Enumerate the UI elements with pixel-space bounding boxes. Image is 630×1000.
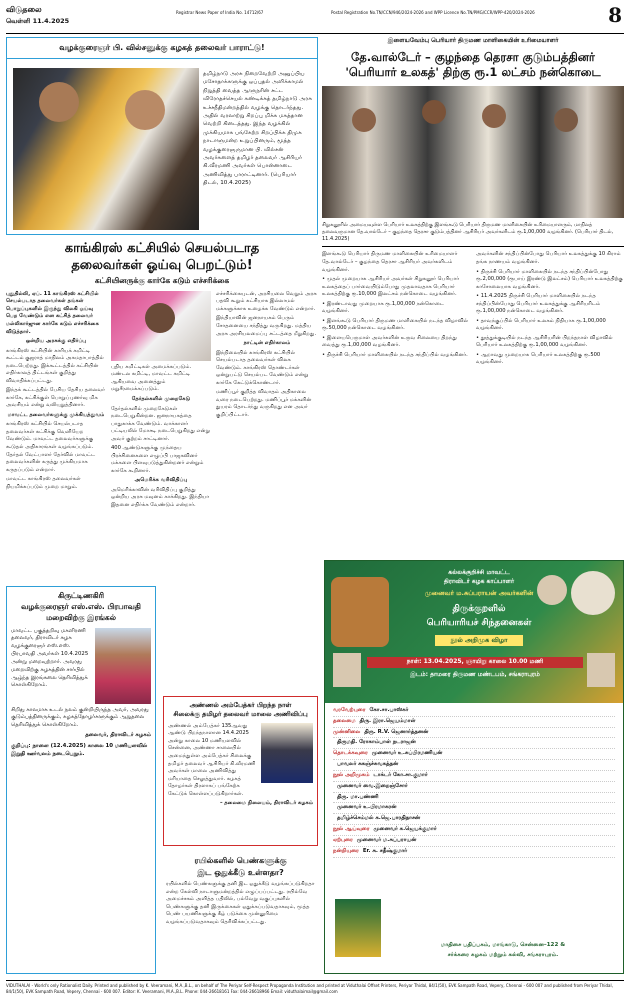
- speaker-row: [333, 825, 615, 836]
- speaker-name: முனைவர் உ.சுப்பிரமணியன்: [371, 750, 443, 757]
- congress-para: இந்தியாவின் ஜனநாயகம் பெரும் சோதனையை சந்தித்து வருகிறது. மத்திய அரசு அரசியலமைப்பு சட்டத்தை மீறுகிறது.: [216, 315, 317, 337]
- speaker-row: [333, 814, 615, 825]
- speaker-role: ஏற்புரை: [333, 836, 353, 843]
- speaker-row: [333, 728, 615, 739]
- congress-para: தேர்தல்களில் முறைகேடுகள் நடைபெறுகின்றன. ஜனநாயகத்தை பாதுகாக்க வேண்டும். வாக்காளர் பட்டியலில் மோசடி நடைபெறுகிறது என்று அவர் குற்றம் சாட்டினார்.: [111, 405, 210, 442]
- congress-lead: புதுதில்லி, ஏப். 11 காங்கிரஸ் கட்சியில் செயல்படாத தலைவர்கள் தங்கள் பொறுப்புகளில் இருந்து விலகி ஓய்வு பெற வேண்டும் என கட்சித் தலைவர் மல்லிகார்ஜுன கார்கே கடும் எச்சரிக்கை விடுத்தார்.: [6, 290, 99, 335]
- congress-headline-2: தலைவர்கள் ஓய்வு பெறட்டும்!: [71, 258, 253, 273]
- ambedkar-photo: [261, 723, 313, 783]
- railway-headline-1: ரயில்களில் பெண்களுக்கு: [194, 856, 287, 865]
- ambedkar-body: அண்ணல் அம்பேத்கர் 135ஆவது ஆண்டு பிறந்தநாளான 14.4.2025 அன்று காலை 10 மணியளவில் சென்னை, அண்ணா சாலையில் அமைந்துள்ள அம்பேத்கர் சிலைக்கு தமிழர் தலைவர் ஆசிரியர் கி.வீரமணி அவர்கள் மாலை அணிவித்து மரியாதை செலுத்துவார். கழகத் தோழர்கள் திரளாகப் பங்கேற்க கேட்டுக் கொள்ளப்படுகிறார்கள்.: [168, 722, 256, 797]
- speaker-role: முன்னிலை: [333, 728, 361, 735]
- ad-person: முனைவர் ம.சுப்பராயன் அவர்களின்: [424, 589, 534, 597]
- speaker-row: [333, 836, 615, 847]
- donation-para: • தூத்துக்குடியில் நடந்த ஆசிரியரின் பிறந்தநாள் விழாவில் பெரியார் உலகத்திற்கு ரூ.1,00,000 வழங்கினர்.: [476, 334, 613, 349]
- railway-story: [163, 852, 318, 974]
- condolence-body: மாவட்ட பகுத்தறிவு மகளிரணி தலைவர், திராவிடர் கழக வழக்குரைஞர் எஸ்.எஸ். பிரபாவதி அவர்கள் 10.4.2025 அன்று மறைவுற்றார். அவரது மறைவிற்கு கழகத்தின் சார்பில் ஆழ்ந்த இரங்கலை தெரிவித்துக் கொள்கிறோம்.: [11, 627, 89, 689]
- speaker-row: [333, 717, 615, 728]
- wilson-body: தமிழ்நாடு அரசு நிறைவேற்றி அனுப்பிய மசோதாக்களுக்கு ஒப்புதல் அளிக்காமல் நிறுத்தி வைத்த ஆளுநரின் சட்ட விரோதச்செயல் கண்டிக்கத் தமிழ்நாடு அரசு உச்சநீதிமன்றத்தில் வழக்கு தொடர்ந்தது. அதில் வரலாற்று சிறப்பு மிக்க மகத்தான வெற்றி கிடைத்தது. இந்த வழக்கில் முக்கியமாக பங்கேற்ற சிறப்பிக்க திமுக நாடாளுமன்ற உறுப்பினரும், மூத்த வழக்குரைஞருமான பி. வில்சன் அவர்களைத் தமிழர் தலைவர் ஆசிரியர் கி.வீரமணி அவர்கள் பொன்னாடை அணிவித்து பாராட்டினார். (பெரியார் திடல், 10.4.2025): [203, 71, 312, 187]
- donation-para: • திருச்சி பெரியார் மாளிகையில் நடந்த சந்திப்பில் வழங்கினர்.: [322, 351, 468, 358]
- congress-headline-1: காங்கிரஸ் கட்சியில் செயல்படாத: [64, 241, 260, 256]
- speaker-name: முனைவர் வை.இறைஞ்சோர்: [337, 782, 408, 789]
- speaker-name: டாக்டர் கோ.சா.குமார்: [373, 771, 428, 778]
- masthead: [6, 4, 624, 34]
- ad-event: நூல் அறிமுக விழா: [435, 635, 523, 646]
- speaker-row: [333, 738, 615, 749]
- congress-para: அமெரிக்காவின் வரிவிதிப்பு குறித்து ஒன்றிய அரசு மவுனம் காக்கிறது. இந்தியா இதனை எதிர்க்க வேண்டும் என்றார்.: [111, 486, 210, 508]
- speaker-name: கோ.சா.பாஸ்கர்: [369, 707, 409, 713]
- condolence-body-2: சிறிது காலமாக உடல் நலம் குன்றியிருந்த அவர், அவரது குடும்பத்தினருக்கும், கழகத்தோழர்களுக்கும் ஆறுதலை தெரிவித்துக் கொள்கிறோம்.: [11, 706, 149, 729]
- wilson-photo: [13, 68, 199, 230]
- donation-para: • தாவந்குப்பில் பெரியார் உலகம் நிதியாக ரூ.1,00,000 வழங்கினர்.: [476, 317, 606, 332]
- speaker-list: [333, 706, 615, 858]
- ad-date: நாள்: 13.04.2025, ஞாயிறு காலை 10.00 மணி: [367, 657, 583, 668]
- speaker-name: திரு. இரா.ஜெயம்மாள்: [359, 717, 416, 724]
- speaker-role: வரவேற்புரை: [333, 707, 366, 713]
- wilson-story: [6, 37, 318, 235]
- kharge-photo: [111, 291, 211, 361]
- prabavathi-photo: [95, 628, 151, 704]
- condolence-headline-1: கிருட்டிணகிரி: [57, 591, 105, 600]
- railway-headline-2: இட ஒதுக்கீடு உள்ளதா?: [197, 867, 284, 877]
- imprint-footer: VIDUTHALAI - World's only Rationalist Daily. Printed and published by K. Veeramani, M.A.,B.L., on behalf of The Periyar Self-Respect Propaganda Institution and printed at Viduthalai Offset Printers, Periyar Thidal, 84/1(50), EVK Sampath Road, Vepery, Chennai - 600 007 and published from Periyar Thidal, 84/1(50), EVK Sampath Road, Vepery, Chennai - 600 007. Editor: K. Veeramani, M.A.,B.L. Phone: 044-26618161 Fax: 044-26618966 Email: viduthalaimail@gmail.com: [6, 980, 624, 994]
- ad-org: கல்லக்குறிச்சி மாவட்ட: [448, 569, 510, 576]
- donation-kicker: இளையவேம்பு பெரியார் திருமண மாளிகையின் உரிமையாளர்: [387, 37, 559, 44]
- speaker-role: நூல் அறிமுகம்: [333, 771, 370, 778]
- speaker-row: [333, 782, 615, 793]
- donation-para: • இரண்டாவது முறையாக ரூ.1,00,000 நன்கொடை வழங்கினர்.: [322, 300, 445, 315]
- donation-para: • 11.4.2025 திருச்சி பெரியார் மாளிகையில் நடந்த சந்திப்பின்போது பெரியார் உலகத்துக்கு ஆசிரியரிடம் ரூ.1,00,000 நன்கொடை வழங்கினர்.: [476, 293, 601, 315]
- ad-org-2: திராவிடர் கழக காப்பாளர்: [443, 578, 515, 585]
- speaker-row: [333, 749, 615, 760]
- page-number: 8: [608, 3, 622, 27]
- donation-col-1: [322, 251, 470, 368]
- periyar-image: [571, 571, 615, 615]
- book-launch-ad: [324, 560, 624, 974]
- donation-photo: [322, 86, 624, 218]
- ad-banner: [325, 561, 623, 703]
- speaker-role: நூல் ஆய்வுரை: [333, 826, 370, 833]
- postal-registration: Postal Registration No.TN/CCN/946/2024-2026 and WPP Licence No.TN/PMG/CCR/WPP-420/2024-2026: [331, 10, 535, 15]
- speaker-name: முனைவர் க.ஜெயக்குமார்: [373, 826, 437, 833]
- congress-col-3: [216, 291, 318, 512]
- speaker-name: பாவலர் சுகஞ்ச்சுவகத்தன்: [337, 761, 399, 768]
- speaker-role: நன்றியுரை: [333, 847, 359, 854]
- congress-subhead: தேர்தல்களில் முறைகேடு: [131, 396, 191, 402]
- congress-col-1: [6, 291, 106, 512]
- congress-subtitle: கட்சியினருக்கு கார்கே கடும் எச்சரிக்கை: [94, 276, 230, 285]
- ad-book-title-1: திருக்குறளில்: [452, 604, 506, 614]
- speaker-name: திருமதி. ரோகாம்பாள் நடராஜன்: [337, 739, 416, 746]
- congress-subhead: அமெரிக்க வரிவிதிப்பு: [134, 477, 188, 484]
- ambedkar-sign: – தலைமை நிலையம், திராவிடர் கழகம்: [220, 800, 313, 807]
- congress-para: இந்தக் கூட்டத்தில் பேசிய தேசிய தலைவர் கார்கே, கட்சிக்குள் பொறுப்புணர்வு மிக அவசியம் என்று வலியுறுத்தினார்.: [6, 387, 105, 409]
- speaker-row: [333, 760, 615, 771]
- congress-para: மாவட்ட காங்கிரஸ் தலைவர்கள் நியமிக்கப்படும் முறை மாறும்.: [6, 476, 81, 490]
- thiruvalluvar-image: [331, 577, 389, 647]
- speaker-name: திரு. மா.பண்ணி: [337, 793, 379, 800]
- donation-para: • திருச்சி பெரியார் மாளிகையில் நடந்த சந்திப்பின்போது ரூ.2,00,000 (ரூபாய் இரண்டு இலட்சம்) பெரியார் உலகத்திற்கு காசோலையாக வழங்கினர்.: [476, 268, 623, 290]
- speaker-row: [333, 847, 615, 858]
- speaker-image: [333, 653, 361, 687]
- speaker-name: முனைவர் உ.பிரமாகரன்: [337, 804, 397, 811]
- book-cover: [335, 899, 381, 957]
- donation-para: • இளையபெருமாள் அவர்களின் உருவ சிலையை திறந்து வைத்து ரூ.1,00,000 வழங்கினர்.: [322, 334, 457, 349]
- speaker-row: [333, 803, 615, 814]
- speaker-role: தலைமை: [333, 717, 356, 724]
- speaker-name: முனைவர் ம.சுப்பராயன்: [356, 836, 417, 843]
- congress-subhead: ஒன்றிய அரசுக்கு எதிர்ப்பு: [25, 338, 87, 345]
- ad-footer-2: சர்க்கரை கழகம் மற்றும் கல்வி, சங்கராபுரம்.: [447, 952, 559, 958]
- registration-no: Registrar News Paper of India No. 14712/67: [176, 10, 264, 15]
- issue-date: வெள்ளி 11.4.2025: [6, 17, 70, 25]
- condolence-headline-3: மறைவிற்கு இரங்கல்: [46, 612, 116, 622]
- ad-speakers: [325, 703, 623, 861]
- donation-para: • முதல் முறையாக ஆசிரியர் அவர்கள் சிறுகனூர் பெரியார் உலகத்தைப் பார்வையிடும்போது முதலாவதாக பெரியார் உலகத்திற்கு ரூ.10,000 இலட்சம் நன்கொடை வழங்கினர்.: [322, 276, 460, 298]
- donation-para: • ஆறாவது முறையாக பெரியார் உலகத்திற்கு ரூ.500 வழங்கினர்.: [476, 351, 601, 366]
- congress-subhead: மாவட்ட தலைவர்களுக்கு முக்கியத்துவம்: [7, 411, 105, 418]
- railway-body: ரயில்களில் பெண்களுக்கு தனி இட ஒதுக்கீடு வழங்கப்படுகிறதா என்ற கேள்வி நாடாளுமன்றத்தில் எழுப்பப்பட்டது. ரயில்வே அமைச்சகம் அளித்த பதிலில், பல்வேறு வகுப்புகளில் பெண்களுக்கு தனி இருக்கைகள் ஒதுக்கப்படுவதாகவும், மூத்த பெண் பயணிகளுக்கு கீழ் படுக்கை முன்னுரிமை வழங்கப்படுவதாகவும் தெரிவிக்கப்பட்டது.: [166, 881, 315, 925]
- speaker-row: [333, 793, 615, 804]
- condolence-note: குறிப்பு: நாளை (12.4.2025) காலை 10 மணியளவில் இறுதி ஊர்வலம் நடைபெறும்.: [11, 742, 148, 757]
- wilson-headline: வழக்குரைஞர் பி. வில்சனுக்கு கழகத் தலைவர் பாராட்டு!: [7, 38, 317, 59]
- congress-story: [6, 240, 318, 580]
- donation-col-2: [476, 251, 624, 368]
- ad-footer-1: மாதிசை பதிப்பகம், மாங்காடு, சென்னை–122 &: [440, 942, 566, 948]
- condolence-headline-2: வழக்குரைஞர் எஸ்.எஸ். பிரபாவதி: [21, 601, 141, 611]
- congress-para: காங்கிரஸ் கட்சியின் காரியக் கமிட்டி கூட்டம் குஜராத் மாநிலம் அகமதாபாத்தில் நடைபெற்றது. இக்கூட்டத்தில் கட்சியின் எதிர்காலத் திட்டங்கள் குறித்து விவாதிக்கப்பட்டது.: [6, 347, 104, 384]
- speaker-name: தமிழ்ச்செம்மல் க.ஜெ.பாரதிதாசன்: [337, 815, 421, 822]
- speaker-image: [587, 653, 615, 687]
- donation-para: • இளங்கூடு பெரியார் திருமண மாளிகையில் நடந்த விழாவில் ரூ.50,000 நன்கொடை வழங்கினர்.: [322, 317, 469, 332]
- ambedkar-story: [163, 696, 318, 846]
- donation-story: [322, 37, 624, 545]
- ambedkar-headline-2: சிலைக்கு தமிழர் தலைவர் மாலை அணிவிப்பு: [173, 710, 308, 719]
- speaker-row: [333, 706, 615, 717]
- congress-col-2: [111, 291, 211, 512]
- condolence-sign: தலைவர், திராவிடர் கழகம்: [85, 732, 151, 739]
- congress-para: புதிய கமிட்டிகள் அமைக்கப்படும். மண்டல கமிட்டி, மாவட்ட கமிட்டி ஆகியவை அனைத்தும் மறுசீரமைக்கப்படும்.: [111, 363, 192, 393]
- congress-para: இந்நிலையில் காங்கிரஸ் கட்சியில் செயல்படாத தலைவர்கள் விலக வேண்டும். காங்கிரஸ் தொண்டர்கள் ஒன்றுபட்டு செயல்பட வேண்டும் என்று கார்கே கேட்டுக்கொண்டார்.: [216, 349, 309, 386]
- donation-caption: சிறுகனூரில் அமையவுள்ள பெரியார் உலகத்திற்கு இளங்கூடு பெரியார் திருமண மாளிகையின் உரிமையாளரும், மாநிலத் தலைவருமான தே.வால்டேர் – குழந்தை தெரசா குடும்பத்தினர் ஆசிரியர் அவர்களிடம் ரூ.1,00,000 வழங்கினர். (பெரியார் திடல், 11.4.2025): [322, 222, 624, 248]
- congress-para: 400 ஆண்டுகளுக்கு முந்தைய பிரச்சினைகளை எழுப்பி பாஜகவினர் மக்களை பிளவுபடுத்துகின்றனர் என்றும் கார்கே கூறினார்.: [111, 445, 204, 474]
- speaker-name: திரு. R.V. ஜெனார்த்தனன்: [364, 728, 429, 735]
- congress-para: காங்கிரஸ் கட்சியில் செயல்படாத தலைவர்கள் கட்சிக்கு வெளியேற வேண்டும். மாவட்ட தலைவர்களுக்கு கூடுதல் அதிகாரங்கள் வழங்கப்படும். தேர்தல் வேட்பாளர் தேர்வில் மாவட்ட தலைவர்களின் கருத்து முக்கியமாக கருதப்படும் என்றார்.: [6, 421, 96, 473]
- speaker-name: Er. சு. சதீஷ்குமார்: [362, 847, 408, 854]
- speaker-role: தொடக்கவுரை: [333, 750, 368, 757]
- congress-para: மணிப்பூர் குறித்த விவாதம் அதிகாலை வரை நடைபெற்றது. மணிப்பூர் மக்களின் துயரம் தொடர்ந்து வருகிறது என அவர் குறிப்பிட்டார்.: [216, 389, 312, 418]
- donation-headline-1: தே.வால்டேர் – குழந்தை தெரசா குடும்பத்தினர்: [351, 49, 595, 64]
- condolence-story: [6, 586, 156, 974]
- donation-para: இளங்கூடு பெரியார் திருமண மாளிகையின் உரிமையாளர் தே.வால்டேர் – குழந்தை தெரசா ஆசிரியர் அவர்களிடம் வழங்கினர்.: [322, 251, 458, 273]
- speaker-row: [333, 771, 615, 782]
- ad-venue: இடம்: தாமரை திருமண மண்டபம், சங்கராபுரம்: [410, 671, 540, 678]
- donation-para: அவர்களின் சந்திப்பின்போது பெரியார் உலகத்துக்கு 10 கிராம் தங்க நாணயம் வழங்கினர்.: [476, 251, 621, 265]
- ambedkar-headline-1: அண்ணல் அம்பேத்கர் பிறந்த நாள்: [189, 701, 292, 709]
- congress-subhead: நாட்டின் எதிர்காலம்: [243, 340, 291, 347]
- donation-headline-2: 'பெரியார் உலகத்' திற்கு ரூ.1 லட்சம் நன்கொடை: [345, 64, 601, 79]
- congress-para: எச்சரிக்கையுடன், அரசியலை வெறும் அரசு பதவி கூறும் கட்சியாக இல்லாமல் மக்களுக்காக உழைக்க வேண்டும் என்றார்.: [216, 290, 317, 312]
- paper-name: விடுதலை: [6, 5, 42, 14]
- ad-book-title-2: பெரியாரியச் சிந்தனைகள்: [426, 618, 532, 628]
